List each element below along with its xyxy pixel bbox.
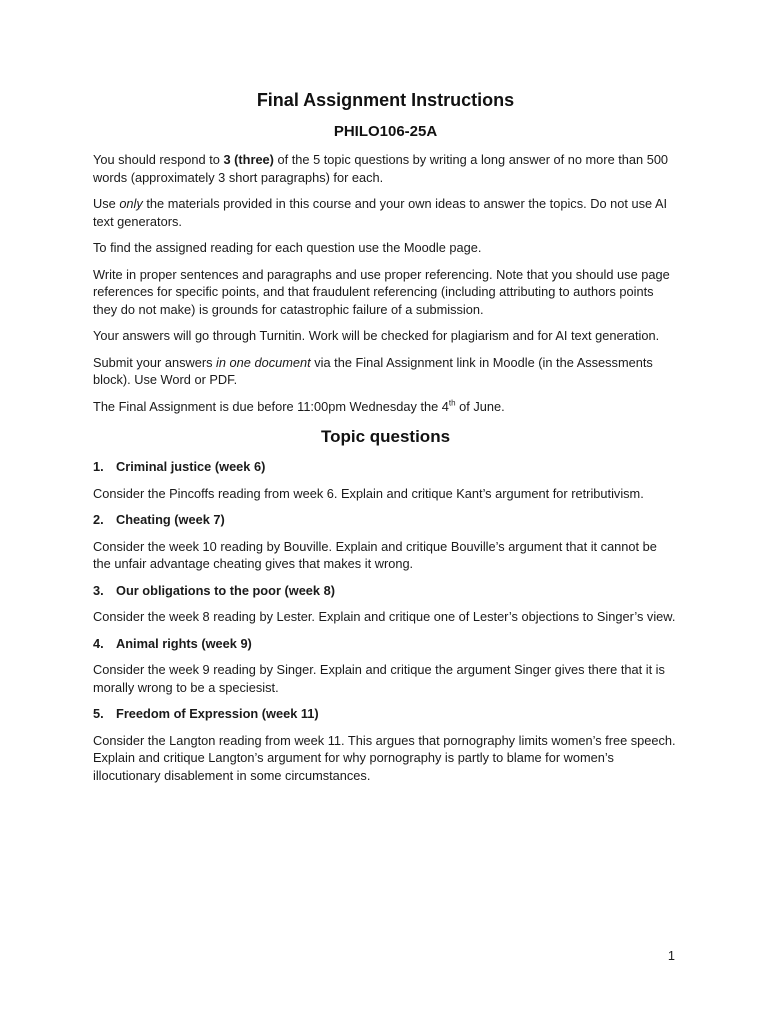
topic-number: 2. [93,512,104,527]
intro-paragraph-2: Use only the materials provided in this course and your own ideas to answer the topics. Do not use AI text generators. [93,196,668,229]
intro-paragraph-3: To find the assigned reading for each question use the Moodle page. [93,240,482,255]
topic-heading [93,458,678,476]
page-title: Final Assignment Instructions [256,90,515,110]
topic-question-text: Consider the Pincoffs reading from week 6. Explain and critique Kant’s argument for retributivism. [93,485,644,501]
topic-question-text: Consider the Langton reading from week 11. This argues that pornography limits women’s free speech. Explain and critique Langton’s argument for why pornography is partly to blame for women’s illocutionary disablement in some circumstances. [93,732,676,783]
document-body [93,88,678,793]
emphasis-one-document: in one document [216,354,311,370]
topic-title: Our obligations to the poor (week 8) [116,582,335,598]
topic-number: 4. [93,635,104,651]
topic-title: Animal rights (week 9) [116,635,252,651]
course-code: PHILO106-25A [333,123,438,140]
topic-item-2 [93,511,678,573]
topic-heading [93,635,678,653]
topic-number: 5. [93,706,104,721]
emphasis-only: only [119,196,143,211]
topic-question-text: Consider the week 10 reading by Bouville. Explain and critique Bouville’s argument that it cannot be the unfair advantage cheating gives that makes it wrong. [93,538,657,571]
topic-item-4 [93,635,678,697]
topic-title: Criminal justice (week 6) [116,459,266,474]
topic-question-text: Consider the week 9 reading by Singer. Explain and critique the argument Singer gives there that it is morally wrong to be a speciesist. [93,662,665,695]
topic-heading [93,705,678,723]
topic-item-3 [93,582,678,626]
topic-number: 3. [93,582,104,598]
emphasis-count: 3 (three) [223,152,274,167]
topic-heading [93,582,678,600]
intro-paragraph-5: Your answers will go through Turnitin. Work will be checked for plagiarism and for AI text generation. [93,328,660,343]
topic-title: Cheating (week 7) [116,512,225,527]
topic-question-text: Consider the week 8 reading by Lester. Explain and critique one of Lester’s objections to Singer’s view. [93,609,676,624]
topics-heading: Topic questions [320,427,451,446]
topic-item-5 [93,705,678,784]
topic-title: Freedom of Expression (week 11) [116,706,319,721]
intro-paragraph-7: The Final Assignment is due before 11:00pm Wednesday the 4th of June. [93,398,505,414]
topic-item-1 [93,458,678,502]
intro-paragraph-4: Write in proper sentences and paragraphs and use proper referencing. Note that you should use page references for specific points, and that fraudulent referencing (including attributing to authors points they do not make) is grounds for catastrophic failure of a submission. [93,266,670,317]
topic-number: 1. [93,459,104,474]
intro-paragraph-6: Submit your answers in one document via the Final Assignment link in Moodle (in the Assessments block). Use Word or PDF. [93,354,653,387]
page-number: 1 [667,948,675,963]
topic-heading [93,511,678,529]
intro-paragraph-1: You should respond to 3 (three) of the 5 topic questions by writing a long answer of no more than 500 words (approximately 3 short paragraphs) for each. [93,152,669,185]
